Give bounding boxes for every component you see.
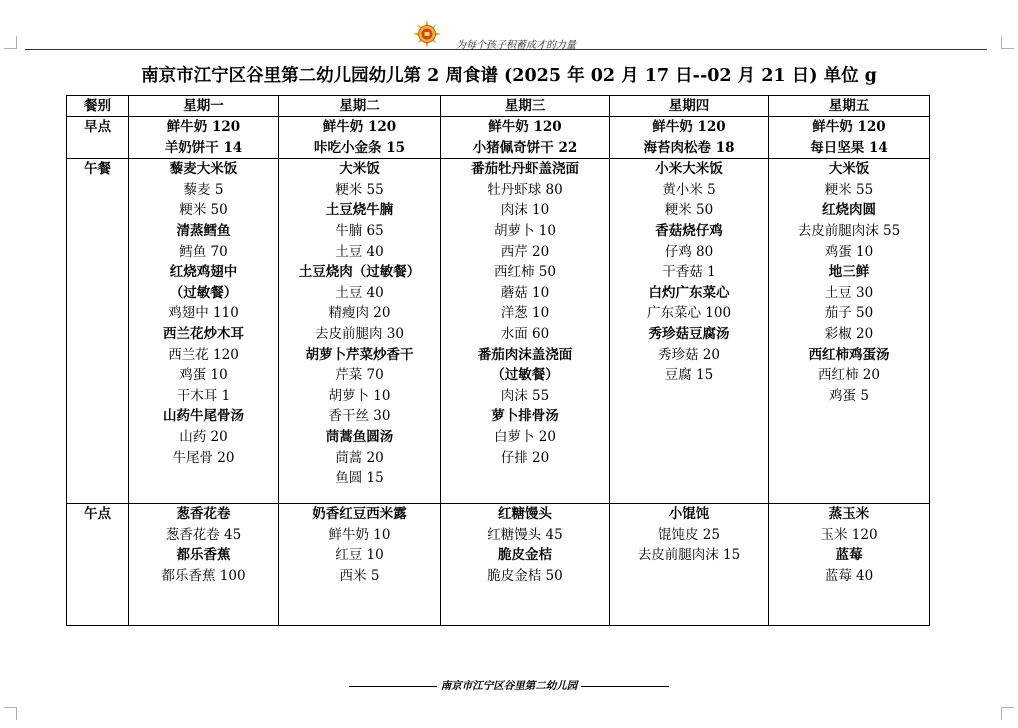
menu-cell bbox=[129, 504, 279, 626]
ingredient-line: 鳕鱼 70 bbox=[179, 243, 228, 260]
menu-cell bbox=[441, 159, 610, 504]
ingredient-line: 鲜牛奶 10 bbox=[328, 526, 391, 543]
menu-cell bbox=[769, 117, 930, 159]
menu-cell bbox=[610, 117, 769, 159]
ingredient-line: 土豆 30 bbox=[824, 284, 874, 301]
dish-name: 土豆烧肉（过敏餐） bbox=[298, 264, 421, 281]
ingredient-line: 粳米 50 bbox=[664, 202, 714, 219]
ingredient-line: 馄饨皮 25 bbox=[658, 526, 720, 543]
ingredient-line: 西芹 20 bbox=[500, 243, 550, 260]
dish-name: 茼蒿鱼圆汤 bbox=[325, 428, 394, 445]
dish-name: 葱香花卷 bbox=[176, 506, 231, 523]
menu-cell bbox=[769, 504, 930, 626]
ingredient-line: 广东菜心 100 bbox=[646, 305, 732, 322]
menu-cell bbox=[610, 159, 769, 504]
day-header-tuesday: 星期二 bbox=[279, 96, 441, 117]
breakfast-row bbox=[67, 117, 930, 159]
dish-name: 每日坚果 14 bbox=[810, 139, 888, 156]
menu-cell bbox=[441, 504, 610, 626]
footer-school-name: 南京市江宁区谷里第二幼儿园 bbox=[440, 680, 578, 692]
dish-name: 脆皮金桔 bbox=[498, 547, 552, 564]
dish-name: 红烧肉圆 bbox=[822, 202, 876, 219]
dish-name: 鲜牛奶 120 bbox=[488, 119, 562, 135]
dish-name: 地三鲜 bbox=[828, 264, 870, 281]
menu-cell bbox=[279, 117, 441, 159]
dish-name: 藜麦大米饭 bbox=[169, 161, 238, 178]
dish-name: 清蒸鳕鱼 bbox=[176, 222, 231, 239]
ingredient-line: 牛腩 65 bbox=[335, 222, 384, 239]
dish-name: 土豆烧牛腩 bbox=[325, 202, 394, 219]
ingredient-line: 蘑菇 10 bbox=[500, 284, 550, 301]
dish-name: 白灼广东菜心 bbox=[648, 284, 730, 301]
dish-name: （过敏餐） bbox=[169, 284, 238, 301]
ingredient-line: 红糖馒头 45 bbox=[487, 526, 563, 543]
dish-name: 红烧鸡翅中 bbox=[169, 264, 238, 281]
footer-rule-left bbox=[349, 686, 437, 687]
ingredient-line: 肉沫 55 bbox=[500, 387, 550, 404]
day-header-friday: 星期五 bbox=[769, 96, 930, 117]
dish-name: 蒸玉米 bbox=[828, 506, 870, 523]
sun-emblem-icon bbox=[413, 20, 441, 48]
dish-name: 西兰花炒木耳 bbox=[163, 325, 244, 342]
ingredient-line: 胡萝卜 10 bbox=[494, 222, 556, 239]
ingredient-line: 洋葱 10 bbox=[500, 305, 550, 322]
ingredient-line: 干香菇 1 bbox=[662, 264, 716, 281]
dish-name: 咔吃小金条 15 bbox=[314, 139, 405, 156]
dish-name: 大米饭 bbox=[828, 161, 870, 178]
crop-mark-bottom-left bbox=[4, 707, 17, 720]
dish-name: 羊奶饼干 14 bbox=[164, 139, 243, 156]
footer-rule-right bbox=[581, 686, 669, 687]
ingredient-line: 鸡蛋 5 bbox=[829, 387, 869, 404]
menu-cell bbox=[279, 159, 441, 504]
dish-name: 都乐香蕉 bbox=[176, 547, 231, 564]
ingredient-line: 土豆 40 bbox=[335, 243, 384, 260]
dish-name: 鲜牛奶 120 bbox=[322, 119, 397, 135]
ingredient-line: 去皮前腿肉 30 bbox=[315, 325, 404, 342]
menu-cell bbox=[441, 117, 610, 159]
ingredient-line: 藜麦 5 bbox=[183, 181, 224, 198]
ingredient-line: 鱼圆 15 bbox=[335, 470, 384, 487]
ingredient-line: 黄小米 5 bbox=[662, 181, 716, 198]
meal-label-breakfast: 早点 bbox=[67, 117, 129, 159]
ingredient-line: 仔鸡 80 bbox=[664, 243, 714, 260]
dish-name: 番茄牡丹虾盖浇面 bbox=[471, 161, 579, 178]
ingredient-line: 芹菜 70 bbox=[335, 367, 384, 384]
ingredient-line: 牛尾骨 20 bbox=[172, 449, 235, 466]
dish-name: 西红柿鸡蛋汤 bbox=[808, 346, 890, 363]
dish-name: 奶香红豆西米露 bbox=[312, 506, 407, 523]
ingredient-line: 红豆 10 bbox=[335, 547, 384, 564]
ingredient-line: 去皮前腿肉沫 55 bbox=[797, 222, 901, 239]
ingredient-line: 粳米 55 bbox=[824, 181, 874, 198]
ingredient-line: 鸡蛋 10 bbox=[824, 243, 874, 260]
ingredient-line: 脆皮金桔 50 bbox=[487, 567, 563, 584]
crop-mark-top-right bbox=[1001, 36, 1014, 49]
ingredient-line: 香干丝 30 bbox=[328, 408, 391, 425]
ingredient-line: 干木耳 1 bbox=[176, 387, 231, 404]
dish-name: 番茄肉沫盖浇面 bbox=[477, 346, 573, 363]
ingredient-line: 玉米 120 bbox=[820, 526, 878, 543]
meal-label-lunch: 午餐 bbox=[67, 159, 129, 504]
dish-name: 鲜牛奶 120 bbox=[166, 119, 241, 135]
ingredient-line: 山药 20 bbox=[179, 428, 228, 445]
dish-name: 小米大米饭 bbox=[655, 161, 723, 178]
menu-cell bbox=[769, 159, 930, 504]
dish-name: 鲜牛奶 120 bbox=[652, 119, 726, 135]
ingredient-line: 精瘦肉 20 bbox=[328, 305, 391, 322]
dish-name: 山药牛尾骨汤 bbox=[163, 408, 244, 425]
dish-name: 大米饭 bbox=[339, 161, 380, 178]
ingredient-line: 水面 60 bbox=[500, 325, 550, 342]
ingredient-line: 鸡翅中 110 bbox=[168, 305, 239, 322]
ingredient-line: 肉沫 10 bbox=[500, 202, 550, 219]
dish-name: 萝卜排骨汤 bbox=[491, 408, 559, 425]
ingredient-line: 茄子 50 bbox=[824, 305, 874, 322]
ingredient-line: 土豆 40 bbox=[335, 284, 384, 301]
dish-name: 胡萝卜芹菜炒香干 bbox=[305, 346, 414, 363]
dish-name: 蓝莓 bbox=[835, 547, 863, 564]
ingredient-line: 葱香花卷 45 bbox=[165, 526, 242, 543]
header-divider bbox=[25, 49, 987, 50]
ingredient-line: 牡丹虾球 80 bbox=[487, 181, 563, 198]
dish-name: 鲜牛奶 120 bbox=[812, 119, 886, 135]
menu-cell bbox=[610, 504, 769, 626]
ingredient-line: 豆腐 15 bbox=[664, 367, 714, 384]
table-header-row bbox=[67, 96, 930, 117]
ingredient-line: 秀珍菇 20 bbox=[658, 346, 720, 363]
meal-column-header: 餐别 bbox=[67, 96, 129, 117]
lunch-row bbox=[67, 159, 930, 504]
ingredient-line: 蓝莓 40 bbox=[824, 567, 874, 584]
day-header-monday: 星期一 bbox=[129, 96, 279, 117]
ingredient-line: 彩椒 20 bbox=[824, 325, 874, 342]
page-footer bbox=[0, 678, 1018, 693]
afternoon-snack-row bbox=[67, 504, 930, 626]
weekly-menu-table bbox=[66, 95, 930, 626]
ingredient-line: 西红柿 50 bbox=[494, 264, 556, 281]
ingredient-line: 粳米 50 bbox=[179, 202, 228, 219]
school-motto: 为每个孩子积蓄成才的力量 bbox=[456, 40, 576, 51]
menu-cell bbox=[129, 159, 279, 504]
ingredient-line: 白萝卜 20 bbox=[494, 428, 556, 445]
ingredient-line: 粳米 55 bbox=[335, 181, 384, 198]
dish-name: 香菇烧仔鸡 bbox=[655, 222, 723, 239]
ingredient-line: 鸡蛋 10 bbox=[179, 367, 228, 384]
dish-name: 小馄饨 bbox=[668, 506, 710, 523]
ingredient-line: 西兰花 120 bbox=[168, 346, 239, 363]
ingredient-line: 西米 5 bbox=[339, 567, 380, 584]
dish-name: 红糖馒头 bbox=[498, 506, 552, 523]
menu-cell bbox=[129, 117, 279, 159]
meal-label-afternoon-snack: 午点 bbox=[67, 504, 129, 626]
page-title: 南京市江宁区谷里第二幼儿园幼儿第 2 周食谱 (2025 年 02 月 17 日--02 月 21 日) 单位 g bbox=[141, 66, 877, 86]
ingredient-line: 都乐香蕉 100 bbox=[161, 567, 246, 584]
day-header-wednesday: 星期三 bbox=[441, 96, 610, 117]
crop-mark-bottom-right bbox=[1001, 707, 1014, 720]
crop-mark-top-left bbox=[4, 36, 17, 49]
dish-name: 小猪佩奇饼干 22 bbox=[472, 139, 578, 156]
dish-name: 海苔肉松卷 18 bbox=[643, 139, 735, 156]
dish-name: 秀珍菇豆腐汤 bbox=[648, 325, 730, 342]
menu-cell bbox=[279, 504, 441, 626]
ingredient-line: 西红柿 20 bbox=[818, 367, 880, 384]
ingredient-line: 茼蒿 20 bbox=[335, 449, 384, 466]
day-header-thursday: 星期四 bbox=[610, 96, 769, 117]
dish-name: （过敏餐） bbox=[491, 367, 559, 384]
ingredient-line: 胡萝卜 10 bbox=[328, 387, 391, 404]
ingredient-line: 仔排 20 bbox=[500, 449, 550, 466]
ingredient-line: 去皮前腿肉沫 15 bbox=[637, 547, 741, 564]
